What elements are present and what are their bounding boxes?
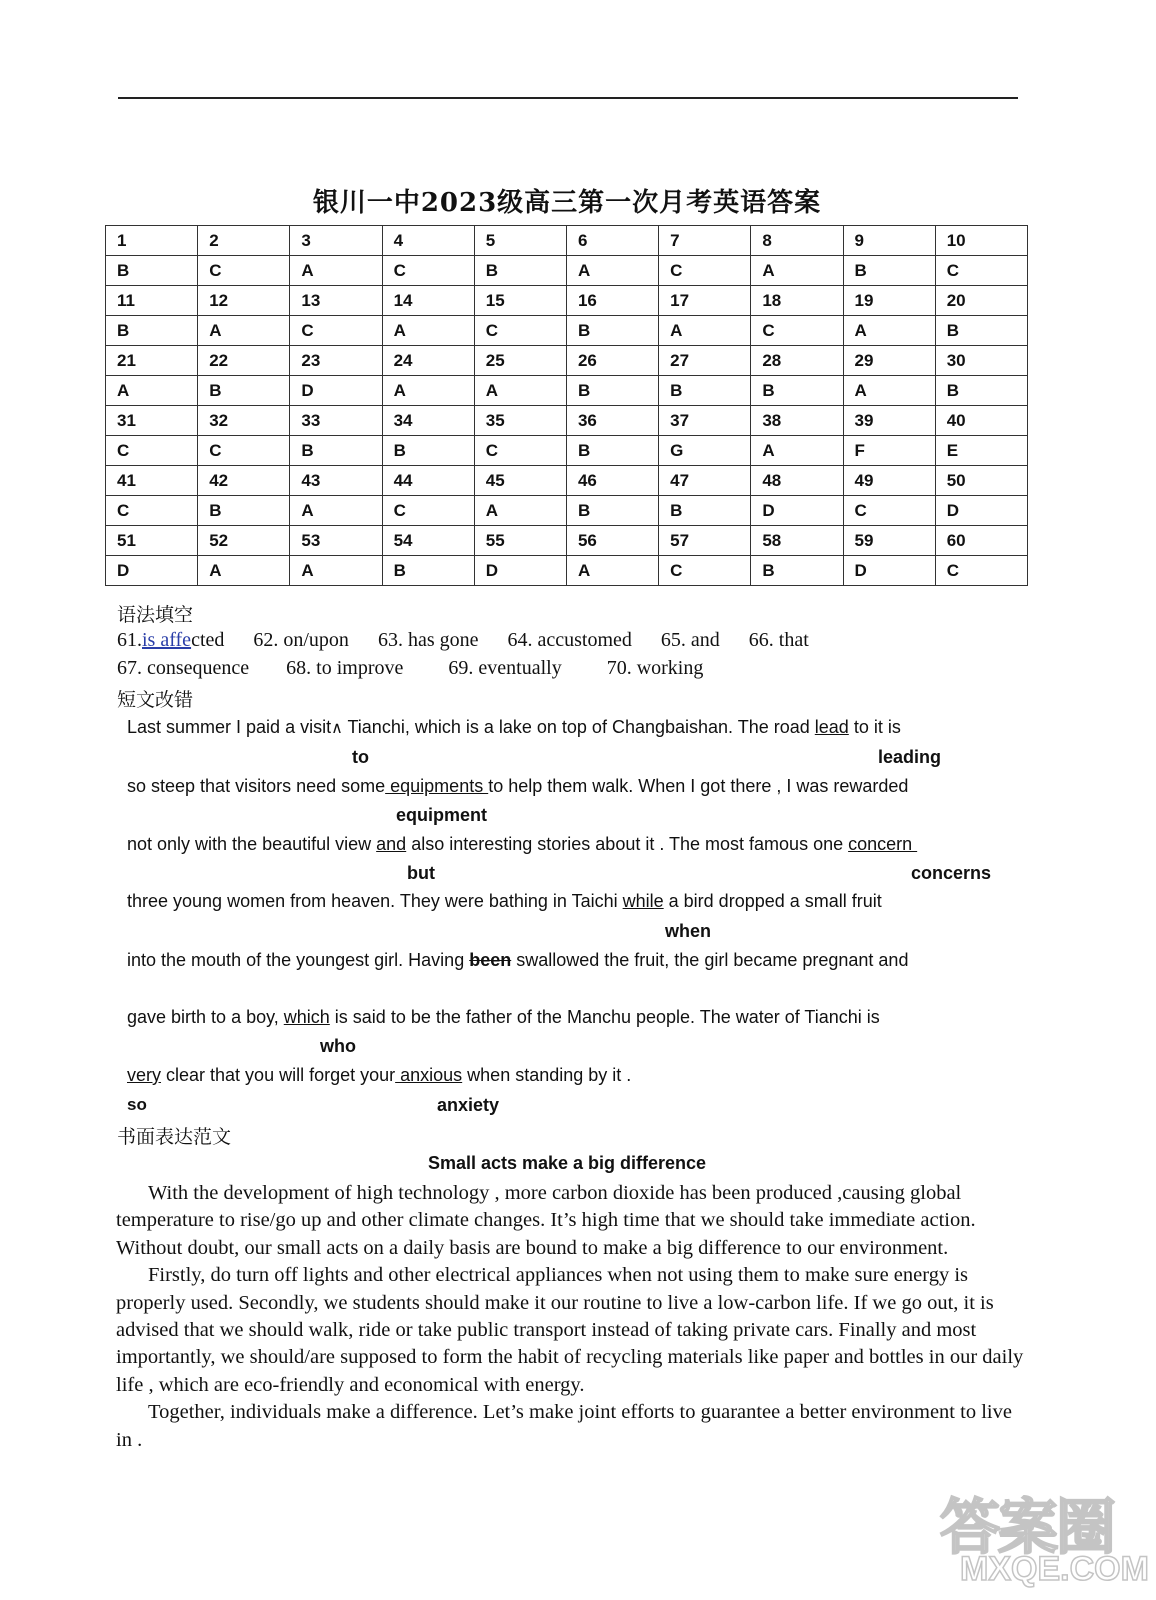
question-number-cell: 14 — [382, 286, 474, 316]
watermark-text: 答案圈 — [940, 1493, 1114, 1563]
question-number-cell: 42 — [198, 466, 290, 496]
question-number-cell: 8 — [751, 226, 843, 256]
answer-cell: C — [474, 436, 566, 466]
question-number-cell: 20 — [935, 286, 1027, 316]
answer-cell: B — [566, 316, 658, 346]
answer-cell: B — [659, 496, 751, 526]
answer-cell: C — [843, 496, 935, 526]
answer-cell: B — [198, 376, 290, 406]
question-number-cell: 26 — [566, 346, 658, 376]
question-number-row — [106, 526, 1028, 556]
question-number-cell: 43 — [290, 466, 382, 496]
answer-cell: A — [843, 376, 935, 406]
question-number-cell: 38 — [751, 406, 843, 436]
question-number-cell: 10 — [935, 226, 1027, 256]
answer-row — [106, 496, 1028, 526]
correction-word: so — [127, 1095, 147, 1114]
question-number-cell: 19 — [843, 286, 935, 316]
question-number-cell: 27 — [659, 346, 751, 376]
error-word: anxious — [395, 1065, 463, 1085]
answer-row — [106, 556, 1028, 586]
correction-word: anxiety — [437, 1095, 500, 1115]
question-number-cell: 59 — [843, 526, 935, 556]
question-number-cell: 57 — [659, 526, 751, 556]
answer-cell: A — [382, 316, 474, 346]
question-number-cell: 37 — [659, 406, 751, 436]
answer-cell: D — [935, 496, 1027, 526]
question-number-cell: 15 — [474, 286, 566, 316]
answer-cell: C — [659, 556, 751, 586]
answer-cell: B — [935, 316, 1027, 346]
error-word: lead — [814, 717, 849, 737]
grammar-answer: 69. eventually — [448, 657, 562, 679]
essay-paragraph: With the development of high technology , more carbon dioxide has been produced ,causing global temperature to rise/go up and other climate changes. It’s high time that we should take immediate action. Without doubt, our small acts on a daily basis are bound to make a big difference to our environment. — [116, 1182, 976, 1259]
answer-cell: E — [935, 436, 1027, 466]
answer-cell: A — [843, 316, 935, 346]
grammar-answer-61: 61.is affected — [117, 629, 225, 651]
answer-cell: D — [474, 556, 566, 586]
question-number-cell: 41 — [106, 466, 198, 496]
watermark-url: MXQE.COM — [960, 1550, 1149, 1588]
page-title: 银川一中2023级高三第一次月考英语答案 — [312, 188, 822, 218]
answer-cell: D — [290, 376, 382, 406]
question-number-cell: 36 — [566, 406, 658, 436]
answer-cell: C — [751, 316, 843, 346]
question-number-cell: 9 — [843, 226, 935, 256]
answer-cell: G — [659, 436, 751, 466]
essay-heading: 书面表达范文 — [117, 1126, 232, 1148]
question-number-cell: 50 — [935, 466, 1027, 496]
question-number-cell: 18 — [751, 286, 843, 316]
grammar-heading: 语法填空 — [117, 604, 194, 626]
answer-row — [106, 436, 1028, 466]
correction-line-1: Last summer I paid a visit∧ Tianchi, which is a lake on top of Changbaishan. The road lead to it is — [127, 717, 901, 737]
grammar-answer: 63. has gone — [377, 629, 479, 651]
question-number-cell: 21 — [106, 346, 198, 376]
question-number-cell: 16 — [566, 286, 658, 316]
answer-cell: A — [659, 316, 751, 346]
correction-word: concerns — [911, 863, 992, 883]
question-number-cell: 46 — [566, 466, 658, 496]
question-number-cell: 3 — [290, 226, 382, 256]
correction-word: when — [665, 921, 712, 941]
essay-paragraph: Together, individuals make a difference. Let’s make joint efforts to guarantee a better environment to live in . — [116, 1401, 1012, 1451]
answer-cell: C — [935, 556, 1027, 586]
top-rule — [118, 97, 1018, 99]
answer-cell: C — [935, 256, 1027, 286]
watermark-logo — [940, 1480, 1149, 1590]
answer-cell: B — [843, 256, 935, 286]
answer-cell: B — [382, 436, 474, 466]
answer-cell: B — [566, 496, 658, 526]
grammar-answer: 68. to improve — [286, 657, 404, 679]
answer-61-link[interactable]: is affe — [142, 629, 192, 651]
question-number-cell: 47 — [659, 466, 751, 496]
question-number-cell: 5 — [474, 226, 566, 256]
error-word: and — [376, 834, 407, 854]
answer-cell: C — [474, 316, 566, 346]
question-number-cell: 40 — [935, 406, 1027, 436]
question-number-cell: 6 — [566, 226, 658, 256]
question-number-cell: 23 — [290, 346, 382, 376]
correction-line-3: not only with the beautiful view and also interesting stories about it . The most famous one concern — [127, 834, 918, 854]
deleted-word: been — [469, 950, 512, 970]
insert-caret: ∧ — [331, 720, 343, 737]
correction-word: to — [352, 747, 369, 767]
answer-cell: A — [198, 556, 290, 586]
question-number-row — [106, 406, 1028, 436]
answer-cell: D — [751, 496, 843, 526]
answer-cell: A — [751, 436, 843, 466]
answer-cell: B — [751, 376, 843, 406]
answer-cell: C — [382, 496, 474, 526]
answer-cell: C — [659, 256, 751, 286]
answer-cell: B — [106, 316, 198, 346]
answer-row — [106, 376, 1028, 406]
question-number-cell: 2 — [198, 226, 290, 256]
grammar-answer: 66. that — [748, 629, 809, 651]
question-number-row — [106, 346, 1028, 376]
grammar-answer: 62. on/upon — [253, 629, 349, 651]
answer-cell: A — [751, 256, 843, 286]
grammar-line-1 — [117, 629, 833, 652]
question-number-row — [106, 226, 1028, 256]
answer-cell: F — [843, 436, 935, 466]
essay-title: Small acts make a big difference — [427, 1153, 707, 1173]
answer-cell: B — [290, 436, 382, 466]
question-number-cell: 17 — [659, 286, 751, 316]
answer-cell: A — [474, 376, 566, 406]
grammar-answer: 70. working — [606, 657, 704, 679]
question-number-cell: 51 — [106, 526, 198, 556]
answer-cell: C — [382, 256, 474, 286]
question-number-row — [106, 466, 1028, 496]
question-number-cell: 12 — [198, 286, 290, 316]
question-number-cell: 54 — [382, 526, 474, 556]
answer-cell: A — [290, 256, 382, 286]
answer-cell: B — [198, 496, 290, 526]
correction-line-4: three young women from heaven. They were bathing in Taichi while a bird dropped a small fruit — [127, 891, 882, 911]
question-number-cell: 49 — [843, 466, 935, 496]
question-number-cell: 35 — [474, 406, 566, 436]
error-word: very — [127, 1065, 162, 1085]
correction-line-6: gave birth to a boy, which is said to be the father of the Manchu people. The water of Tianchi is — [127, 1007, 880, 1027]
correction-line-5: into the mouth of the youngest girl. Having been swallowed the fruit, the girl became pregnant and — [127, 950, 909, 970]
correction-line-2: so steep that visitors need some equipments to help them walk. When I got there , I was rewarded — [127, 776, 909, 796]
answer-cell: C — [290, 316, 382, 346]
answer-cell: C — [198, 256, 290, 286]
question-number-cell: 13 — [290, 286, 382, 316]
answer-row — [106, 256, 1028, 286]
question-number-cell: 22 — [198, 346, 290, 376]
question-number-cell: 52 — [198, 526, 290, 556]
question-number-cell: 30 — [935, 346, 1027, 376]
error-word: while — [622, 891, 664, 911]
question-number-cell: 34 — [382, 406, 474, 436]
question-number-cell: 1 — [106, 226, 198, 256]
grammar-answer: 65. and — [660, 629, 720, 651]
question-number-cell: 32 — [198, 406, 290, 436]
question-number-cell: 25 — [474, 346, 566, 376]
correction-word: equipment — [396, 805, 488, 825]
answer-cell: A — [566, 256, 658, 286]
answer-cell: B — [106, 256, 198, 286]
essay-paragraph: Firstly, do turn off lights and other electrical appliances when not using them to make sure energy is properly used. Secondly, we students should make it our routine to live a low-carbon life. If we go out, it is advised that we should walk, ride or take public transport instead of taking private cars. Finally and most importantly, we should/are supposed to form the habit of recycling materials like paper and bottles in our daily life , which are eco-friendly and economical with energy. — [116, 1264, 1024, 1396]
grammar-line-2 — [117, 657, 727, 680]
question-number-cell: 4 — [382, 226, 474, 256]
answer-row — [106, 316, 1028, 346]
question-number-cell: 11 — [106, 286, 198, 316]
question-number-cell: 58 — [751, 526, 843, 556]
answer-cell: B — [566, 376, 658, 406]
answer-cell: B — [382, 556, 474, 586]
answer-cell: C — [106, 436, 198, 466]
question-number-cell: 28 — [751, 346, 843, 376]
grammar-answer: 64. accustomed — [507, 629, 632, 651]
error-word: concern — [848, 834, 918, 854]
correction-word: but — [407, 863, 435, 883]
answer-cell: A — [382, 376, 474, 406]
answer-cell: A — [290, 556, 382, 586]
grammar-answer: 67. consequence — [117, 657, 250, 679]
answer-table — [105, 225, 1028, 586]
essay-body — [116, 1180, 1028, 1454]
correction-word: who — [320, 1036, 356, 1056]
answer-cell: B — [659, 376, 751, 406]
answer-cell: A — [106, 376, 198, 406]
question-number-cell: 60 — [935, 526, 1027, 556]
correction-heading: 短文改错 — [117, 689, 194, 711]
answer-cell: A — [290, 496, 382, 526]
answer-cell: B — [935, 376, 1027, 406]
question-number-cell: 48 — [751, 466, 843, 496]
question-number-row — [106, 286, 1028, 316]
answer-cell: B — [751, 556, 843, 586]
question-number-cell: 24 — [382, 346, 474, 376]
answer-cell: D — [106, 556, 198, 586]
question-number-cell: 7 — [659, 226, 751, 256]
question-number-cell: 56 — [566, 526, 658, 556]
question-number-cell: 39 — [843, 406, 935, 436]
answer-cell: A — [474, 496, 566, 526]
error-word: which — [283, 1007, 330, 1027]
question-number-cell: 55 — [474, 526, 566, 556]
question-number-cell: 31 — [106, 406, 198, 436]
question-number-cell: 33 — [290, 406, 382, 436]
answer-cell: A — [566, 556, 658, 586]
answer-cell: C — [106, 496, 198, 526]
question-number-cell: 53 — [290, 526, 382, 556]
question-number-cell: 44 — [382, 466, 474, 496]
correction-word: leading — [878, 747, 942, 767]
error-word: equipments — [385, 776, 489, 796]
question-number-cell: 45 — [474, 466, 566, 496]
answer-cell: C — [198, 436, 290, 466]
answer-cell: A — [198, 316, 290, 346]
answer-cell: B — [474, 256, 566, 286]
question-number-cell: 29 — [843, 346, 935, 376]
answer-cell: D — [843, 556, 935, 586]
correction-line-7: very clear that you will forget your anxious when standing by it . — [127, 1065, 632, 1085]
answer-cell: B — [566, 436, 658, 466]
